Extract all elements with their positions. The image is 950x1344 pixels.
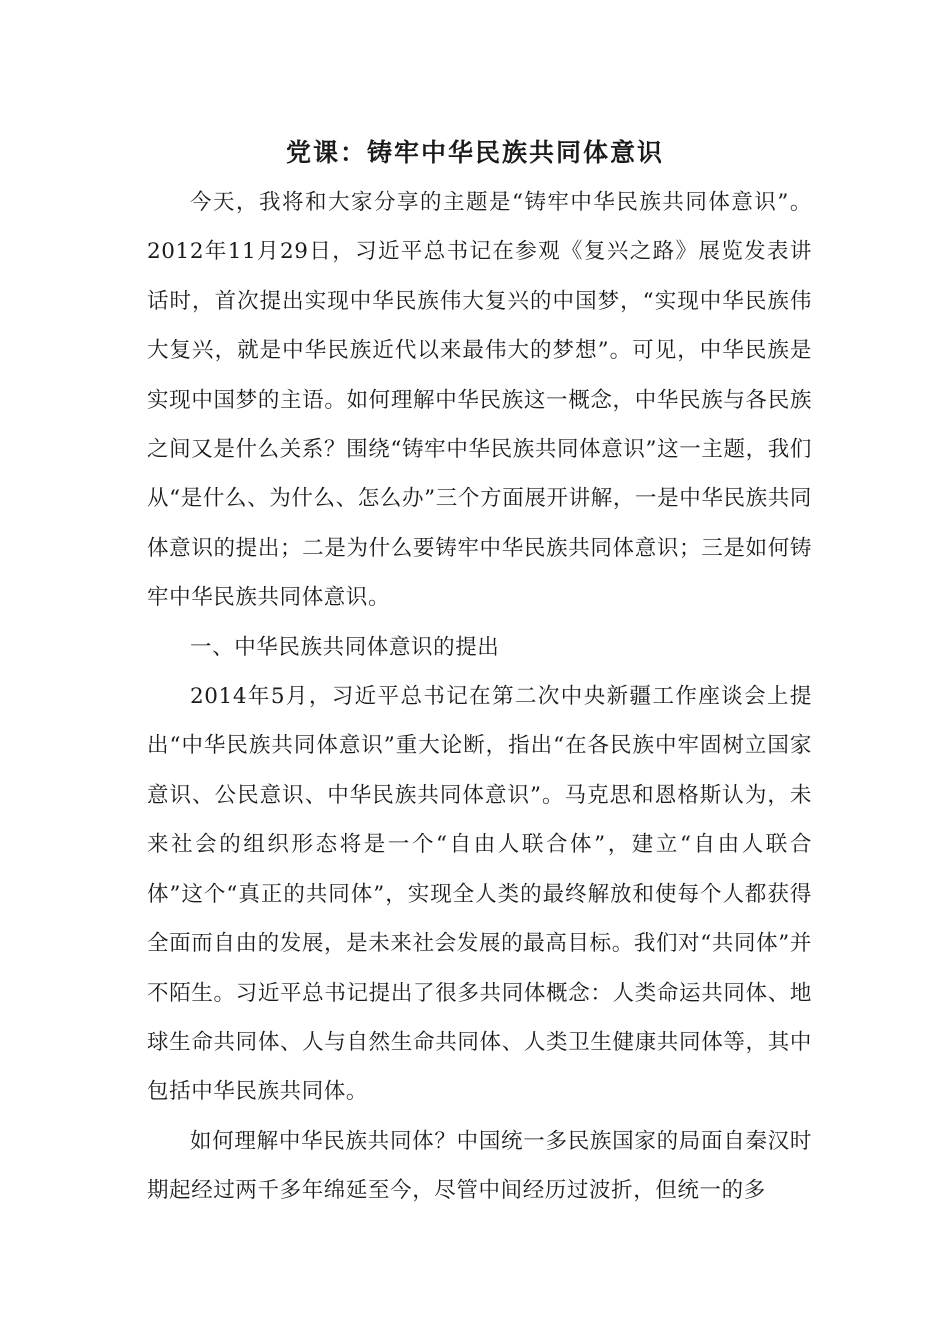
paragraph-intro: 今天，我将和大家分享的主题是“铸牢中华民族共同体意识”。2012年11月29日，习近平总书记在参观《复兴之路》展览发表讲话时，首次提出实现中华民族伟大复兴的中国梦，“实现中华民族伟大复兴，就是中华民族近代以来最伟大的梦想”。可见，中华民族是实现中国梦的主语。如何理解中华民族这一概念，中华民族与各民族之间又是什么关系？围绕“铸牢中华民族共同体意识”这一主题，我们从“是什么、为什么、怎么办”三个方面展开讲解，一是中华民族共同体意识的提出；二是为什么要铸牢中华民族共同体意识；三是如何铸牢中华民族共同体意识。 — [147, 190, 812, 611]
document-title: 党课：铸牢中华民族共同体意识 — [285, 138, 664, 167]
paragraph-section1-b: 如何理解中华民族共同体？中国统一多民族国家的局面自秦汉时期起经过两千多年绵延至今，尽管中间经历过波折，但统一的多 — [147, 1128, 812, 1204]
section-heading-1: 一、中华民族共同体意识的提出 — [190, 634, 500, 660]
paragraph-section1-a: 2014年5月，习近平总书记在第二次中央新疆工作座谈会上提出“中华民族共同体意识”重大论断，指出“在各民族中牢固树立国家意识、公民意识、中华民族共同体意识”。马克思和恩格斯认为，未来社会的组织形态将是一个“自由人联合体”，建立“自由人联合体”这个“真正的共同体”，实现全人类的最终解放和使每个人都获得全面而自由的发展，是未来社会发展的最高目标。我们对“共同体”并不陌生。习近平总书记提出了很多共同体概念：人类命运共同体、地球生命共同体、人与自然生命共同体、人类卫生健康共同体等，其中包括中华民族共同体。 — [147, 684, 812, 1105]
document-body — [147, 178, 812, 1216]
